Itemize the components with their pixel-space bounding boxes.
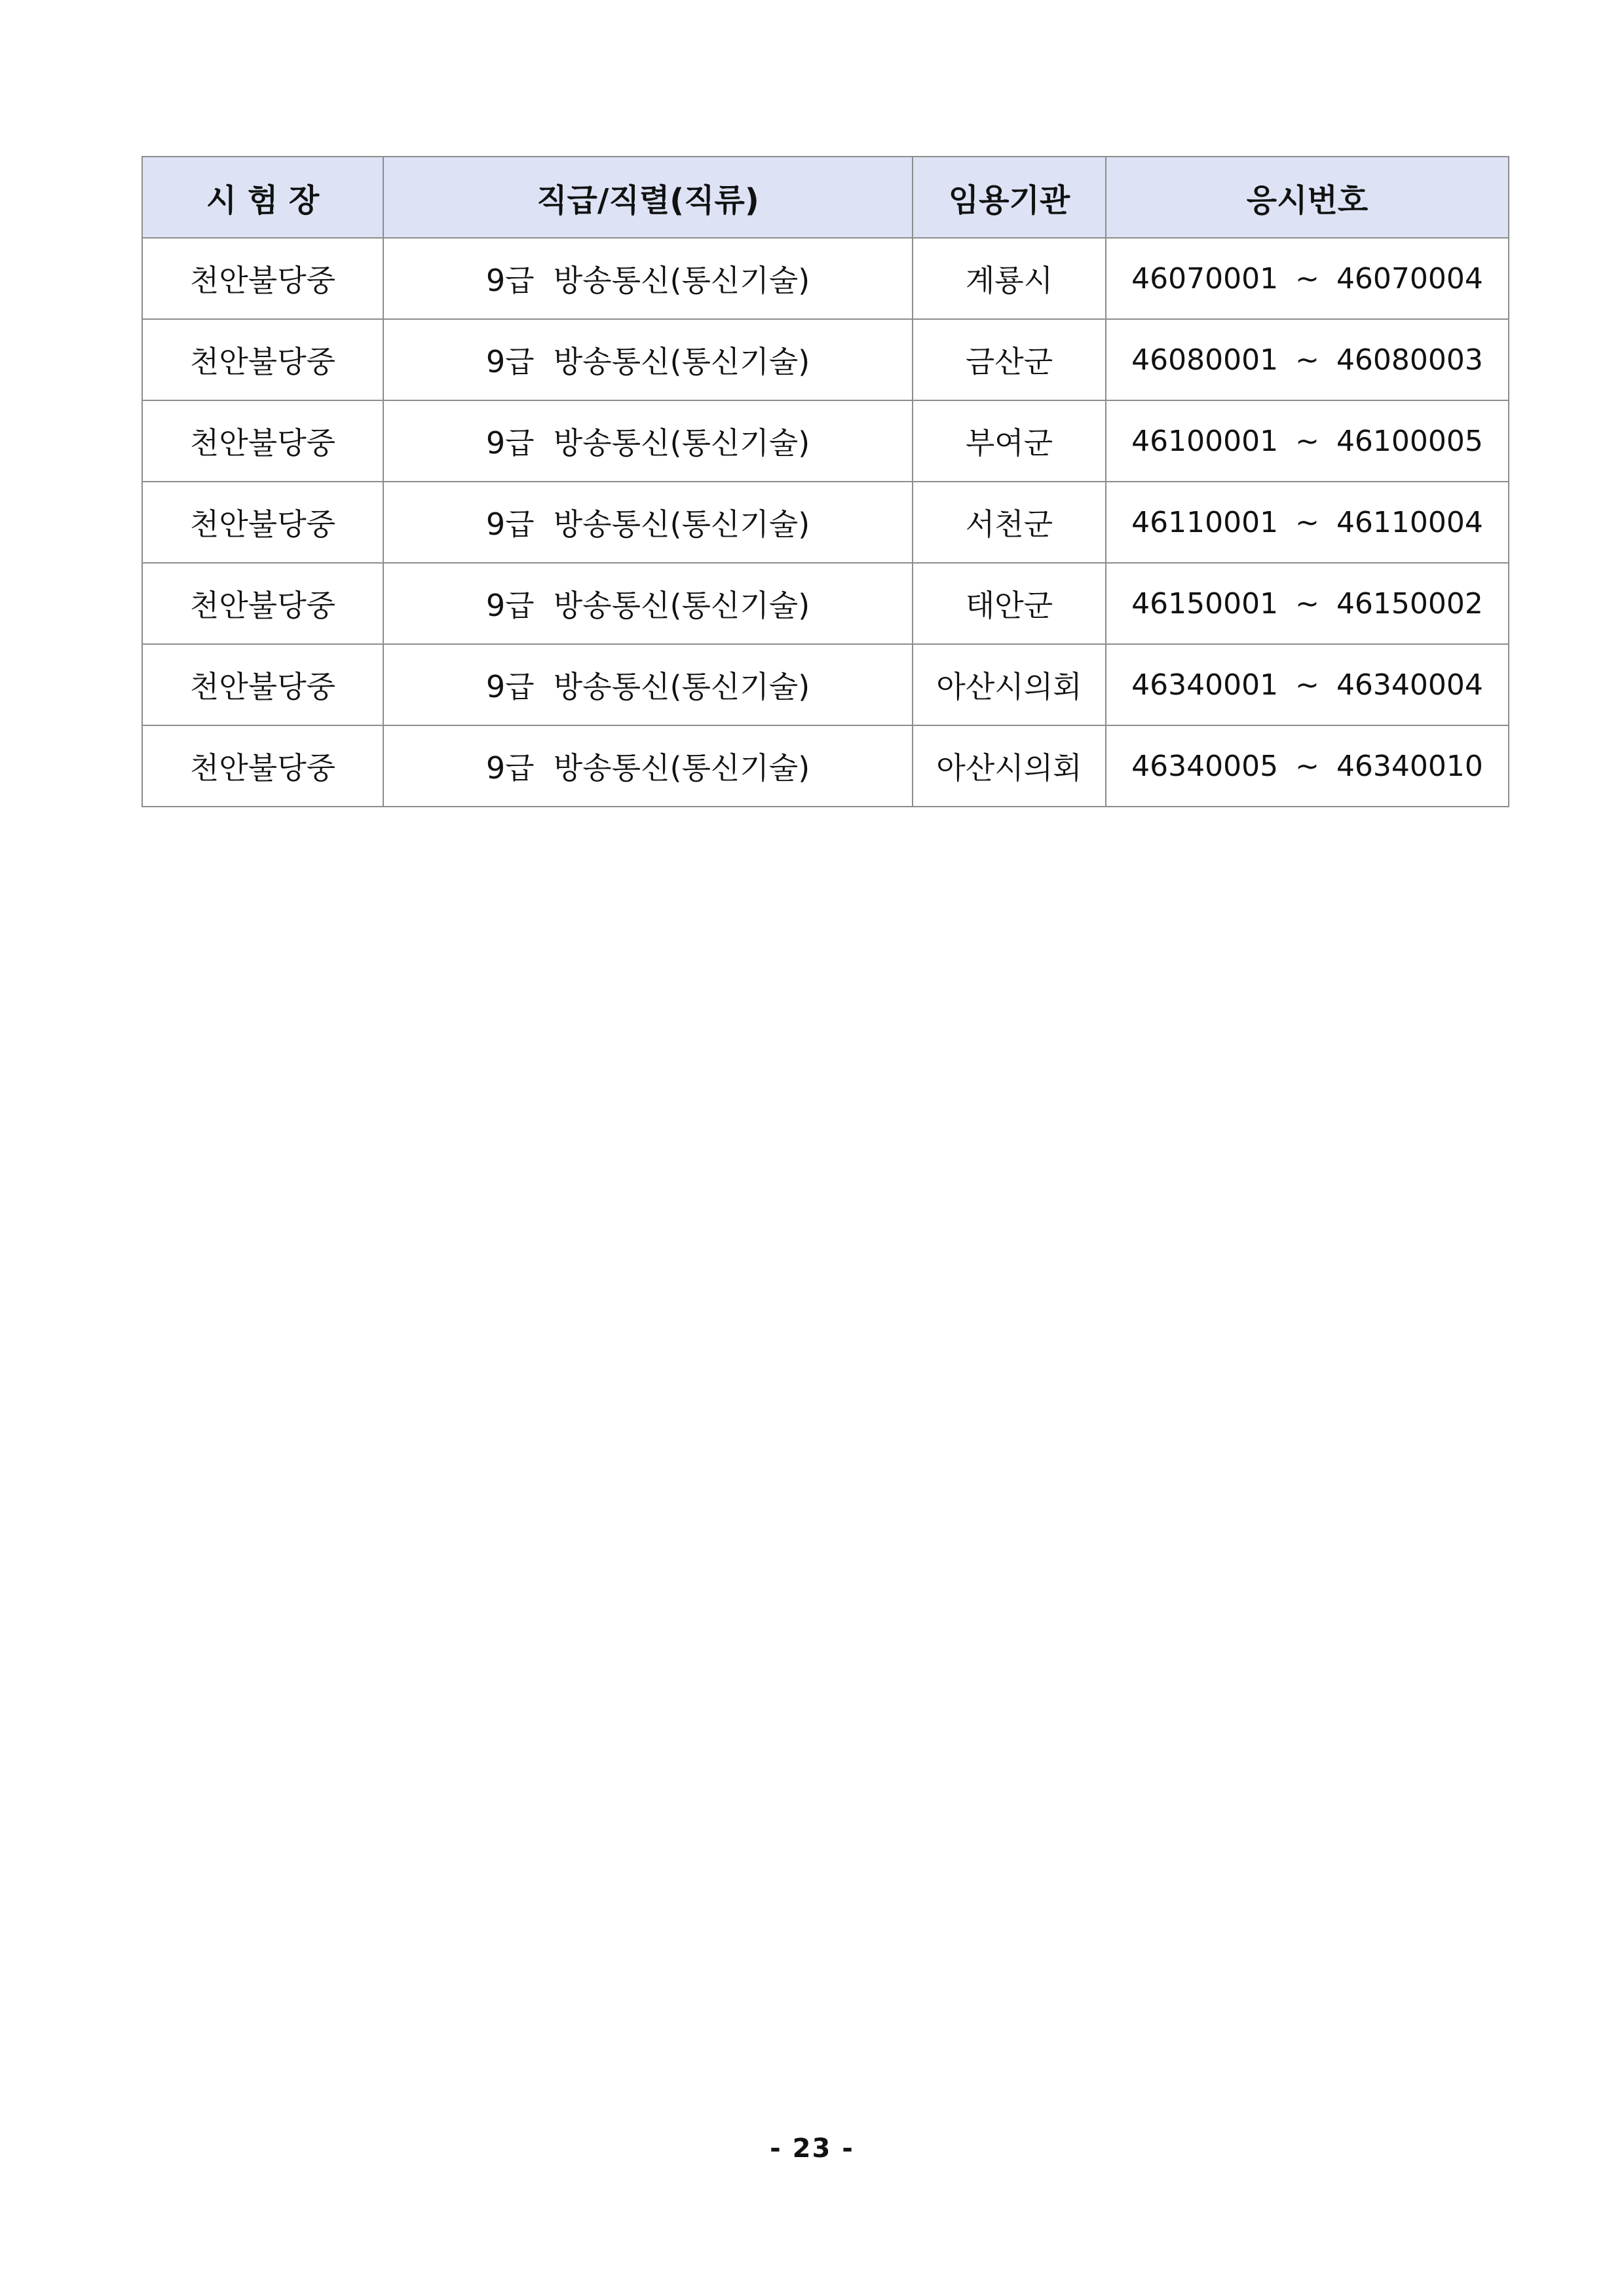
- cell-position: 9급 방송통신(통신기술): [383, 725, 913, 807]
- header-position: 직급/직렬(직류): [383, 157, 913, 238]
- exam-number-to: 46150002: [1336, 586, 1483, 621]
- exam-number-from: 46070001: [1131, 261, 1279, 296]
- cell-exam-number: [1106, 563, 1509, 644]
- cell-agency: 금산군: [913, 319, 1106, 400]
- cell-position: 9급 방송통신(통신기술): [383, 563, 913, 644]
- exam-number-from: 46340001: [1131, 668, 1279, 702]
- cell-agency: 태안군: [913, 563, 1106, 644]
- table-header-row: [142, 157, 1509, 238]
- cell-position: 9급 방송통신(통신기술): [383, 644, 913, 725]
- exam-number-from: 46110001: [1131, 505, 1279, 539]
- range-separator: ~: [1295, 505, 1319, 539]
- cell-exam-site: 천안불당중: [142, 563, 383, 644]
- cell-exam-site: 천안불당중: [142, 400, 383, 482]
- cell-agency: 아산시의회: [913, 644, 1106, 725]
- exam-number-to: 46340010: [1336, 749, 1483, 783]
- cell-exam-site: 천안불당중: [142, 482, 383, 563]
- range-separator: ~: [1295, 586, 1319, 621]
- exam-number-from: 46150001: [1131, 586, 1279, 621]
- exam-number-from: 46340005: [1131, 749, 1279, 783]
- page-number: - 23 -: [770, 2133, 854, 2164]
- cell-exam-number: [1106, 319, 1509, 400]
- cell-position: 9급 방송통신(통신기술): [383, 238, 913, 319]
- cell-exam-number: [1106, 400, 1509, 482]
- cell-agency: 아산시의회: [913, 725, 1106, 807]
- range-separator: ~: [1295, 749, 1319, 783]
- table-row: [142, 482, 1509, 563]
- cell-position: 9급 방송통신(통신기술): [383, 319, 913, 400]
- cell-exam-site: 천안불당중: [142, 644, 383, 725]
- table-row: [142, 319, 1509, 400]
- cell-exam-site: 천안불당중: [142, 319, 383, 400]
- cell-exam-number: [1106, 238, 1509, 319]
- range-separator: ~: [1295, 668, 1319, 702]
- range-separator: ~: [1295, 261, 1319, 296]
- cell-position: 9급 방송통신(통신기술): [383, 400, 913, 482]
- cell-agency: 계룡시: [913, 238, 1106, 319]
- cell-exam-site: 천안불당중: [142, 238, 383, 319]
- cell-exam-number: [1106, 482, 1509, 563]
- exam-number-to: 46100005: [1336, 424, 1483, 458]
- table-row: [142, 563, 1509, 644]
- cell-exam-number: [1106, 725, 1509, 807]
- cell-agency: 서천군: [913, 482, 1106, 563]
- exam-schedule-table: [142, 156, 1509, 807]
- cell-exam-number: [1106, 644, 1509, 725]
- exam-number-to: 46340004: [1336, 668, 1483, 702]
- table-row: [142, 238, 1509, 319]
- header-exam-number: 응시번호: [1106, 157, 1509, 238]
- cell-agency: 부여군: [913, 400, 1106, 482]
- table-row: [142, 725, 1509, 807]
- header-exam-site: 시 험 장: [142, 157, 383, 238]
- range-separator: ~: [1295, 424, 1319, 458]
- cell-exam-site: 천안불당중: [142, 725, 383, 807]
- exam-number-to: 46080003: [1336, 343, 1483, 377]
- header-agency: 임용기관: [913, 157, 1106, 238]
- cell-position: 9급 방송통신(통신기술): [383, 482, 913, 563]
- exam-number-from: 46080001: [1131, 343, 1279, 377]
- exam-number-to: 46070004: [1336, 261, 1483, 296]
- table-row: [142, 400, 1509, 482]
- range-separator: ~: [1295, 343, 1319, 377]
- table-row: [142, 644, 1509, 725]
- exam-number-to: 46110004: [1336, 505, 1483, 539]
- exam-number-from: 46100001: [1131, 424, 1279, 458]
